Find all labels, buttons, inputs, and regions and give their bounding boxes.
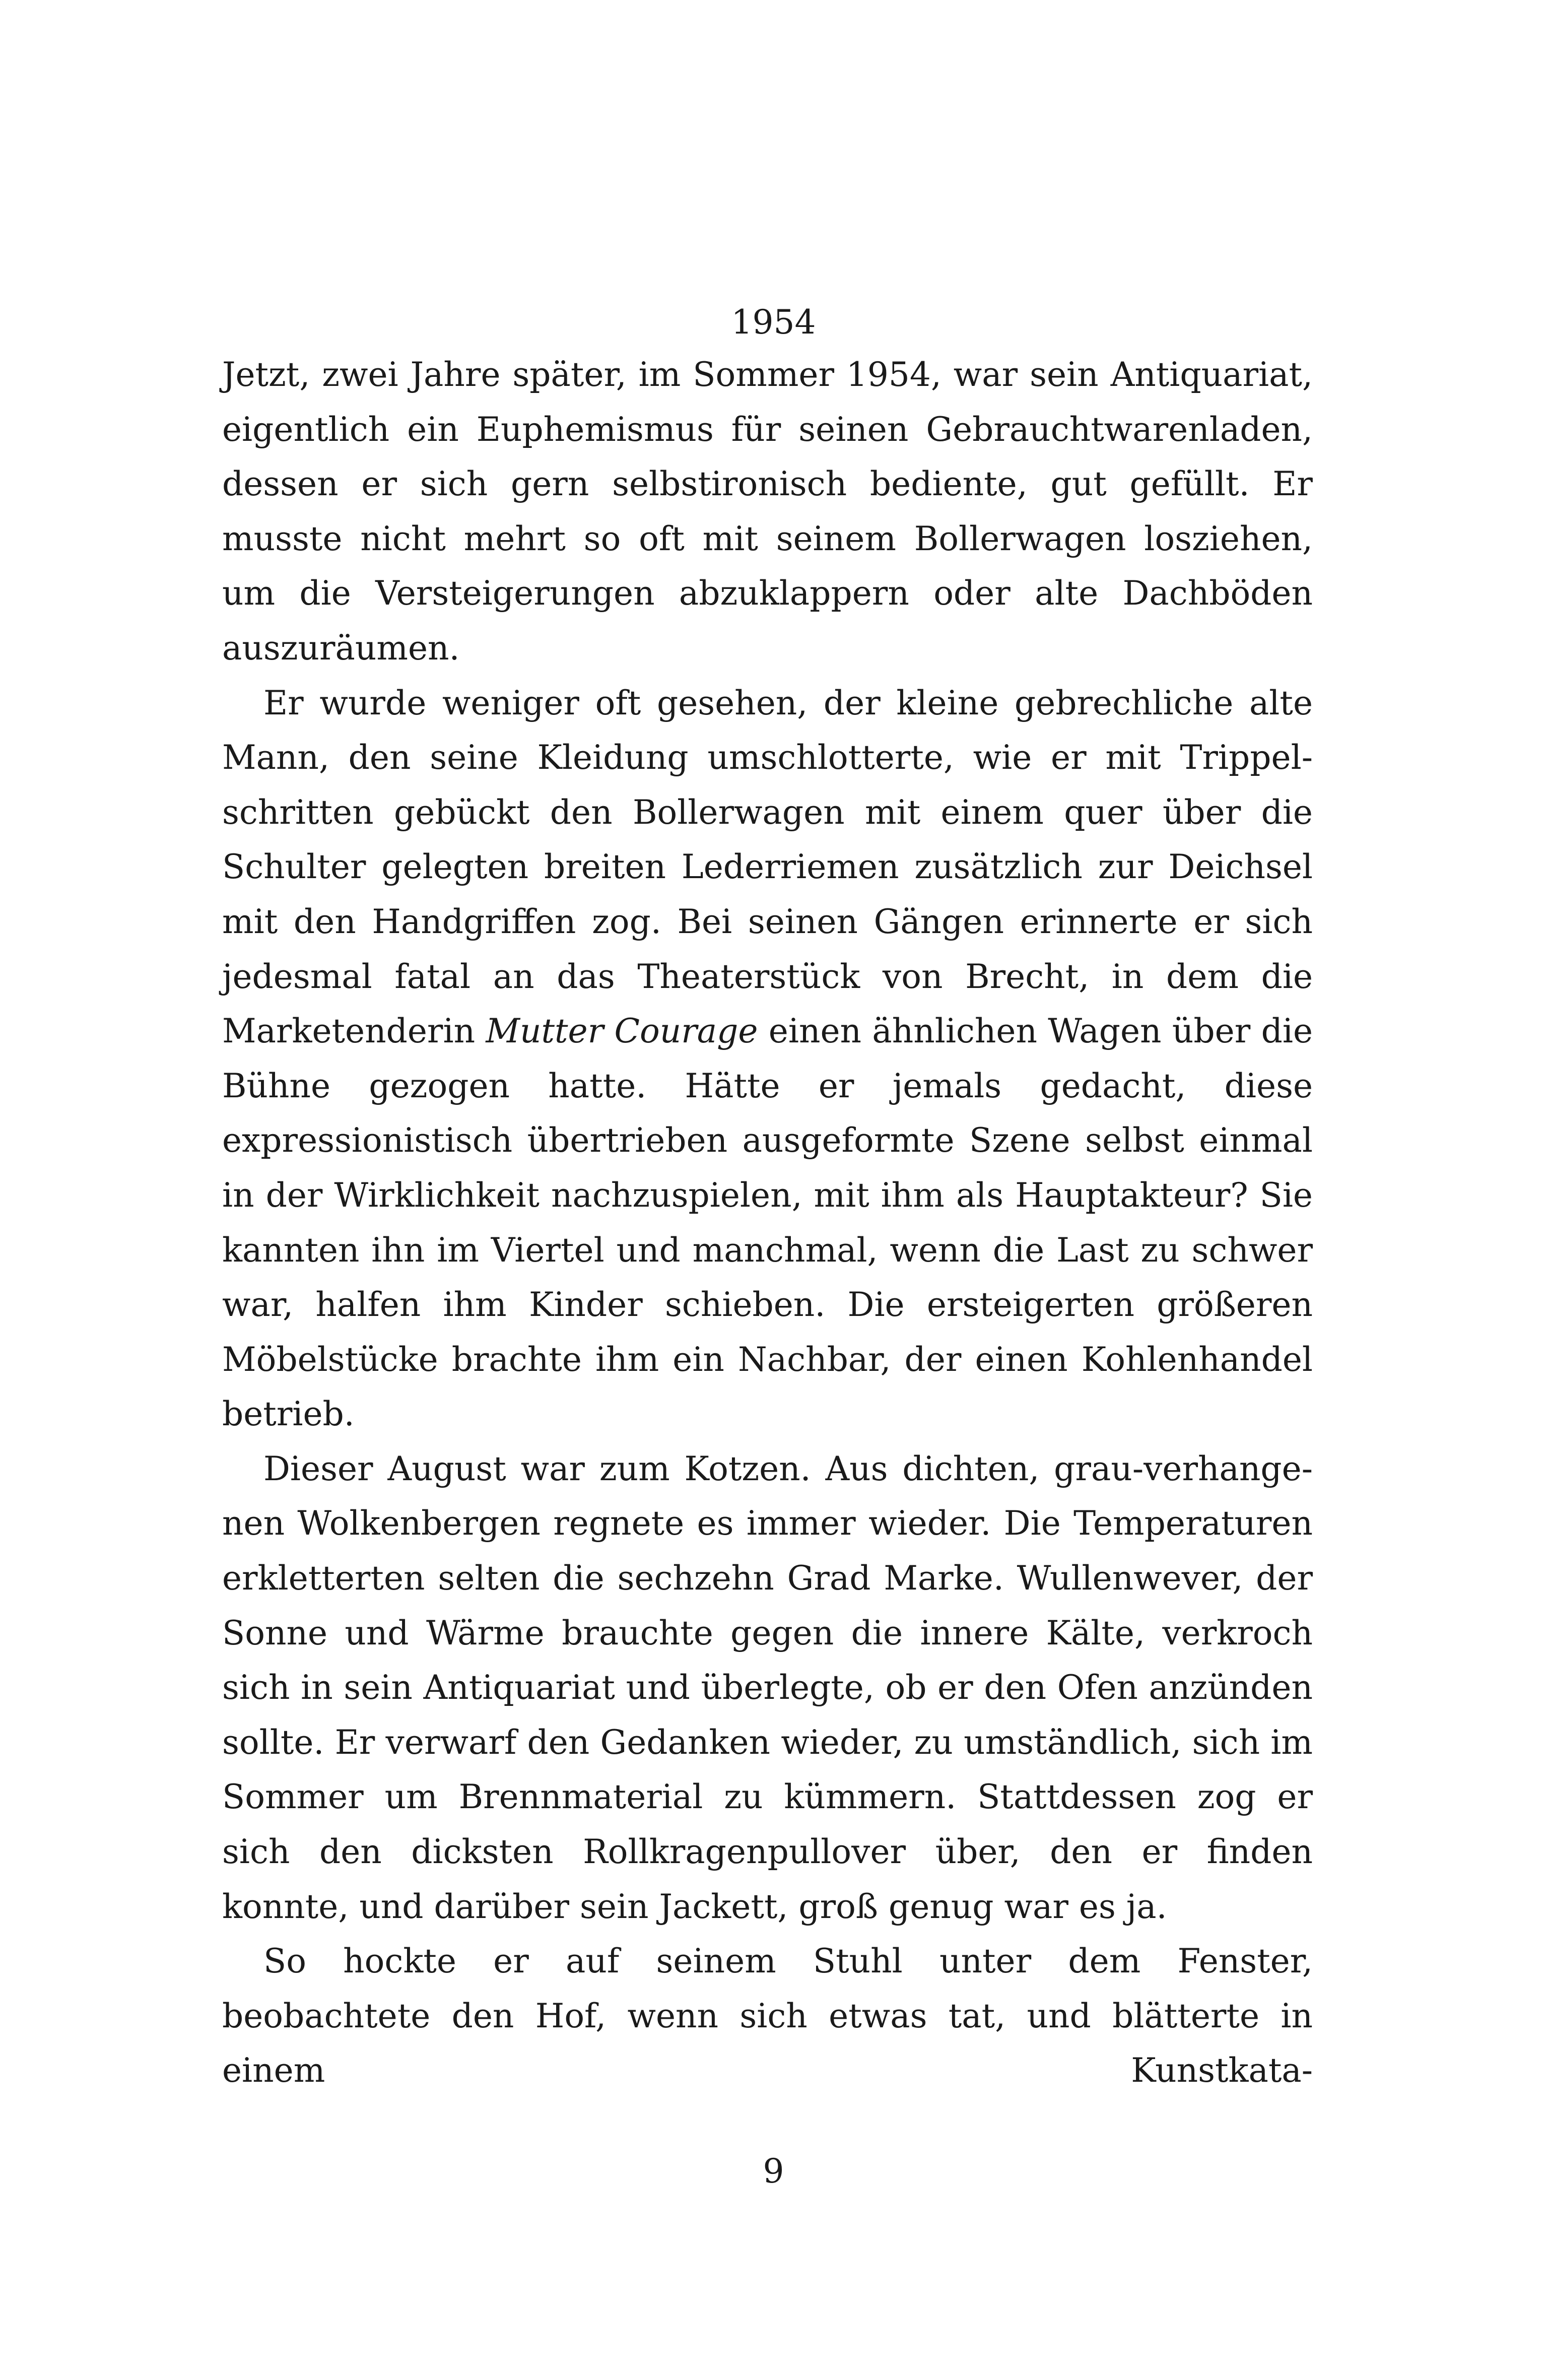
page-number: 9 (763, 2152, 784, 2191)
paragraph (222, 1934, 1313, 2098)
paragraph-text: Dieser August war zum Kotzen. Aus dichten, grau-verhangenen Wolkenbergen regnete es immer wieder. Die Temperaturen erkletterten selten die sechzehn Grad Marke. Wullenwever, der Sonne und Wärme brauchte gegen die innere Kälte, verkroch sich in sein Antiquariat und überlegte, ob er den Ofen anzünden sollte. Er verwarf den Gedanken wieder, zu umständlich, sich im Sommer um Brennmaterial zu kümmern. Stattdessen zog er sich den dicksten Rollkragenpullover über, den er finden konnte, und darüber sein Jackett, groß genug war es ja. (222, 1449, 1313, 1926)
paragraph-text: Jetzt, zwei Jahre später, im Sommer 1954, war sein Antiquariat, eigentlich ein Euphemismus für seinen Gebrauchtwarenladen, dessen er sich gern selbstironisch bediente, gut gefüllt. Er musste nicht mehrt so oft mit seinem Bollerwagen losziehen, um die Versteigerungen abzuklappern oder alte Dachböden auszuräumen. (222, 355, 1313, 668)
chapter-heading: 1954 (731, 303, 816, 342)
play-title-italic: Mutter Courage (486, 1012, 758, 1051)
paragraph (222, 348, 1313, 676)
paragraph-text: So hockte er auf seinem Stuhl unter dem Fenster, beobachtete den Hof, wenn sich etwas tat, und blätterte in einem Kunstkata- (222, 1942, 1313, 2090)
paragraph-text: einen ähnlichen Wagen über die Bühne gezogen hatte. Hätte er jemals gedacht, diese expressionistisch übertrieben ausgeformte Szene selbst einmal in der Wirklichkeit nachzuspielen, mit ihm als Hauptakteur? Sie kannten ihn im Viertel und manchmal, wenn die Last zu schwer war, halfen ihm Kinder schieben. Die ersteigerten größeren Möbelstücke brachte ihm ein Nachbar, der einen Kohlenhandel betrieb. (222, 1012, 1313, 1434)
paragraph (222, 676, 1313, 1442)
paragraph (222, 1442, 1313, 1934)
body-text (222, 348, 1313, 2098)
paragraph-text: Er wurde weniger oft gesehen, der kleine gebrechliche alte Mann, den seine Kleidung umschlotterte, wie er mit Trippelschritten gebückt den Bollerwagen mit einem quer über die Schulter gelegten breiten Lederriemen zusätzlich zur Deichsel mit den Handgriffen zog. Bei seinen Gängen erinnerte er sich jedesmal fatal an das Theaterstück von Brecht, in dem die Marketenderin (222, 683, 1313, 1051)
